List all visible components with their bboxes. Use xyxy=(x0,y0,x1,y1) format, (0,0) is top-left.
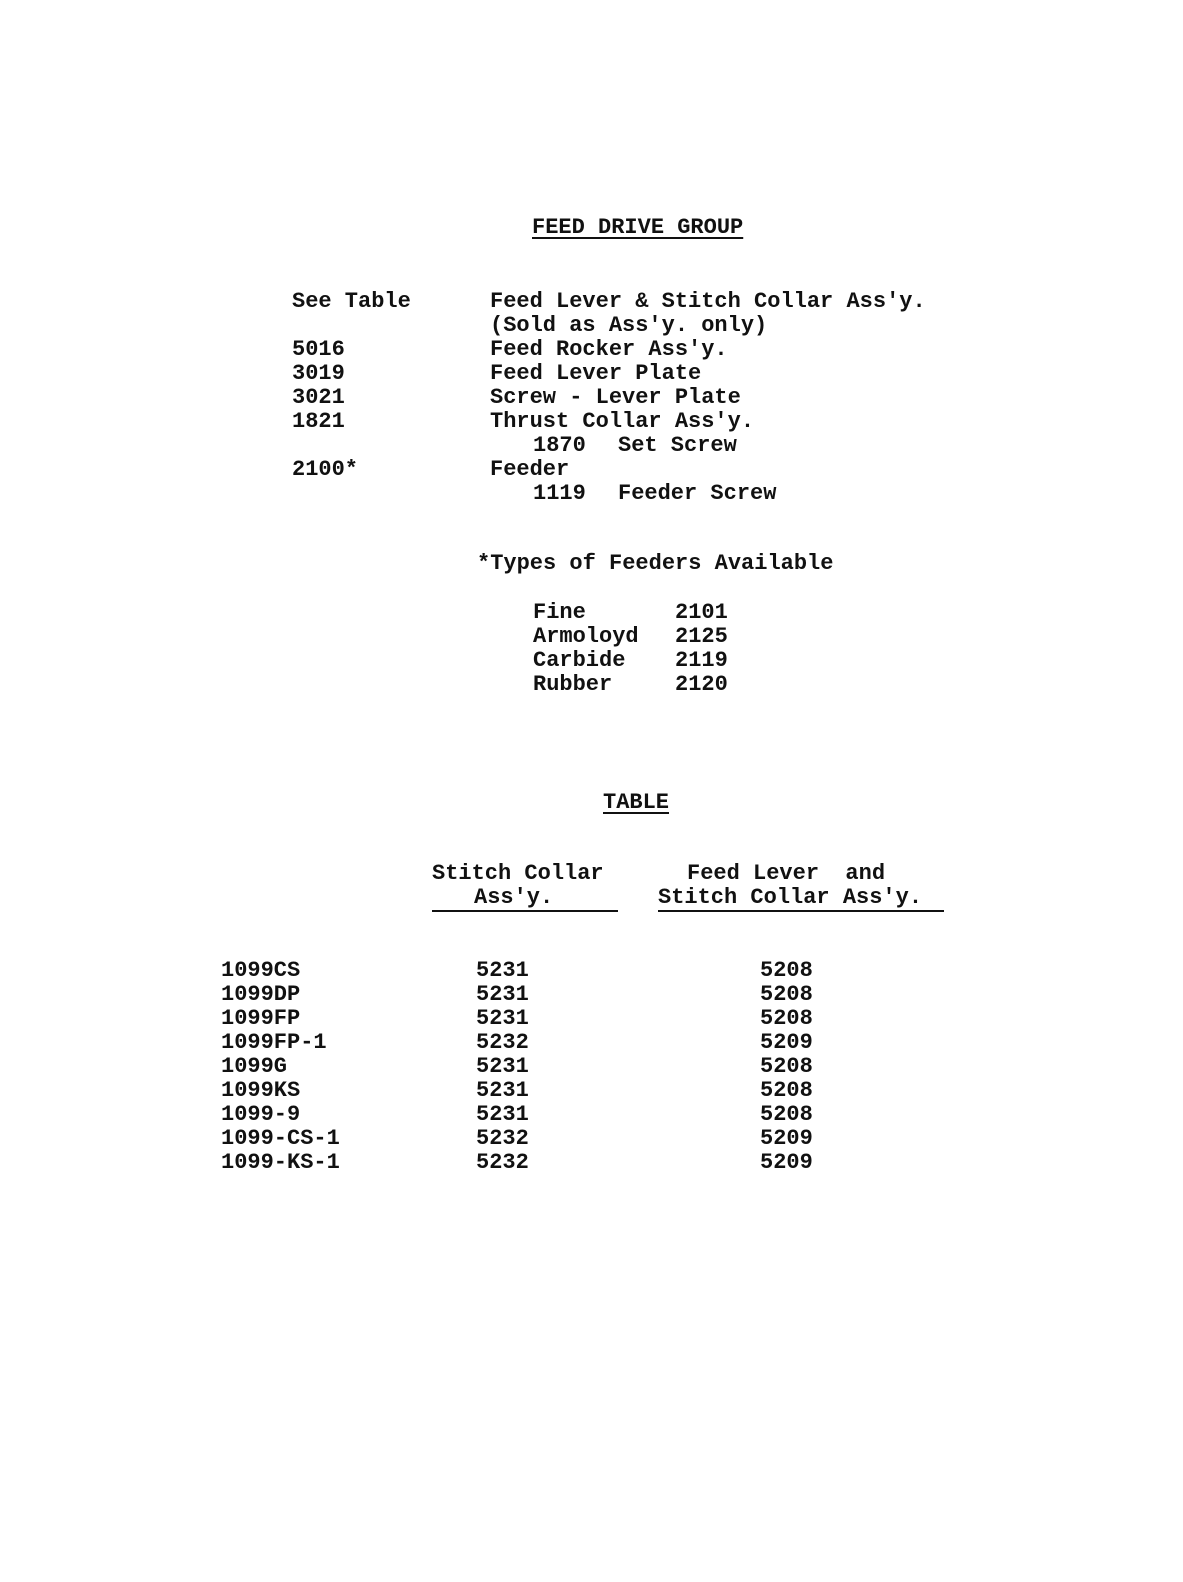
part-description: (Sold as Ass'y. only) xyxy=(490,313,768,338)
part-description: Thrust Collar Ass'y. xyxy=(490,409,755,434)
column-header-feed-lever-line2: Stitch Collar Ass'y. xyxy=(658,885,923,910)
feeder-number: 2119 xyxy=(675,648,728,673)
list-item xyxy=(0,289,1183,313)
table-row xyxy=(0,1006,1183,1030)
model-cell: 1099FP xyxy=(221,1006,301,1031)
list-item xyxy=(0,313,1183,337)
part-description: Feed Rocker Ass'y. xyxy=(490,337,728,362)
list-item xyxy=(0,481,1183,505)
table-row xyxy=(0,1150,1183,1174)
feeder-number: 2120 xyxy=(675,672,728,697)
part-number: 3021 xyxy=(292,385,345,410)
list-item xyxy=(0,648,1183,672)
list-item xyxy=(0,409,1183,433)
part-number: 5016 xyxy=(292,337,345,362)
list-item xyxy=(0,433,1183,457)
table-row xyxy=(0,982,1183,1006)
feed-lever-cell: 5208 xyxy=(760,1006,813,1031)
stitch-collar-cell: 5232 xyxy=(476,1126,529,1151)
stitch-collar-cell: 5231 xyxy=(476,1054,529,1079)
stitch-collar-cell: 5232 xyxy=(476,1150,529,1175)
table-row xyxy=(0,1102,1183,1126)
feed-lever-cell: 5208 xyxy=(760,958,813,983)
part-description: Screw - Lever Plate xyxy=(490,385,741,410)
table-title: TABLE xyxy=(603,790,670,815)
part-description: Feed Lever & Stitch Collar Ass'y. xyxy=(490,289,926,314)
list-item xyxy=(0,385,1183,409)
column-underline xyxy=(658,910,944,912)
list-item xyxy=(0,624,1183,648)
feeder-name: Armoloyd xyxy=(533,624,639,649)
model-cell: 1099-KS-1 xyxy=(221,1150,340,1175)
stitch-collar-cell: 5231 xyxy=(476,1078,529,1103)
feed-lever-cell: 5208 xyxy=(760,1102,813,1127)
subpart-number: 1119 xyxy=(533,481,586,506)
stitch-collar-cell: 5231 xyxy=(476,1102,529,1127)
list-item xyxy=(0,361,1183,385)
table-row xyxy=(0,1078,1183,1102)
part-description: Feed Lever Plate xyxy=(490,361,702,386)
table-row xyxy=(0,1054,1183,1078)
part-description: Feeder xyxy=(490,457,570,482)
model-cell: 1099-9 xyxy=(221,1102,301,1127)
list-item xyxy=(0,600,1183,624)
feeder-number: 2125 xyxy=(675,624,728,649)
feed-lever-cell: 5209 xyxy=(760,1126,813,1151)
stitch-collar-cell: 5231 xyxy=(476,982,529,1007)
page-title: FEED DRIVE GROUP xyxy=(532,215,744,240)
column-underline xyxy=(432,910,618,912)
feed-lever-cell: 5208 xyxy=(760,1054,813,1079)
model-cell: 1099FP-1 xyxy=(221,1030,327,1055)
subpart-description: Feeder Screw xyxy=(618,481,777,506)
subpart-description: Set Screw xyxy=(618,433,737,458)
subpart-number: 1870 xyxy=(533,433,586,458)
feeder-name: Rubber xyxy=(533,672,613,697)
column-header-stitch-collar-line2: Ass'y. xyxy=(474,885,554,910)
part-number: See Table xyxy=(292,289,411,314)
model-cell: 1099-CS-1 xyxy=(221,1126,340,1151)
part-number: 1821 xyxy=(292,409,345,434)
part-number: 3019 xyxy=(292,361,345,386)
list-item xyxy=(0,457,1183,481)
column-header-stitch-collar: Stitch Collar xyxy=(432,861,604,886)
feed-lever-cell: 5208 xyxy=(760,1078,813,1103)
table-row xyxy=(0,1126,1183,1150)
feed-lever-cell: 5209 xyxy=(760,1030,813,1055)
stitch-collar-cell: 5231 xyxy=(476,1006,529,1031)
feeders-heading: *Types of Feeders Available xyxy=(477,551,834,576)
stitch-collar-cell: 5232 xyxy=(476,1030,529,1055)
feed-lever-cell: 5209 xyxy=(760,1150,813,1175)
model-cell: 1099CS xyxy=(221,958,301,983)
column-header-feed-lever: Feed Lever and xyxy=(687,861,886,886)
feed-lever-cell: 5208 xyxy=(760,982,813,1007)
feeder-name: Carbide xyxy=(533,648,626,673)
table-row xyxy=(0,1030,1183,1054)
feeder-name: Fine xyxy=(533,600,586,625)
stitch-collar-cell: 5231 xyxy=(476,958,529,983)
model-cell: 1099KS xyxy=(221,1078,301,1103)
model-cell: 1099G xyxy=(221,1054,288,1079)
list-item xyxy=(0,672,1183,696)
model-cell: 1099DP xyxy=(221,982,301,1007)
list-item xyxy=(0,337,1183,361)
table-row xyxy=(0,958,1183,982)
feeder-number: 2101 xyxy=(675,600,728,625)
part-number: 2100* xyxy=(292,457,359,482)
